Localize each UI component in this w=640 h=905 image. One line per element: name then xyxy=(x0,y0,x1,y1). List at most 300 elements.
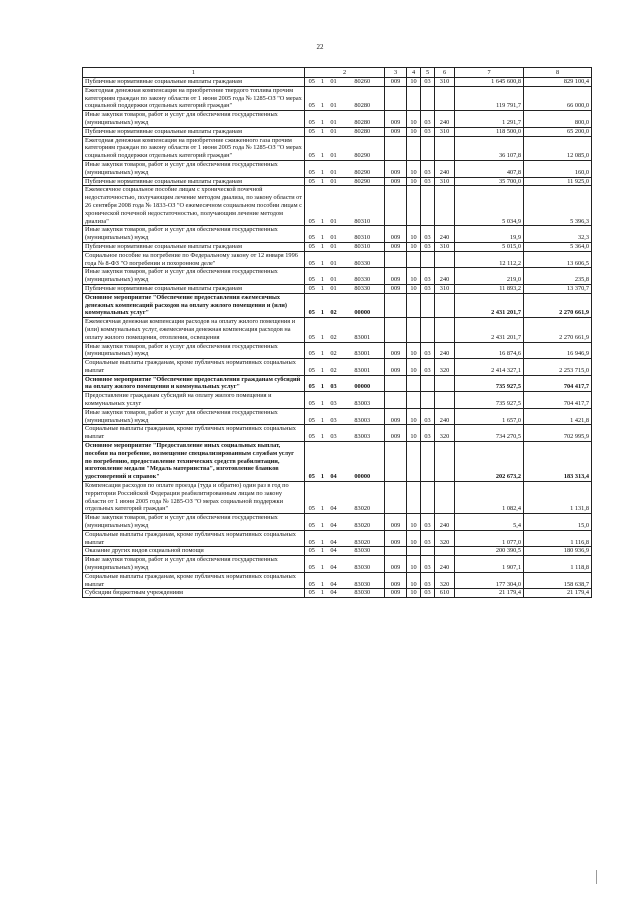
row-f-cell: 10 xyxy=(407,556,421,573)
header-cell: 4 xyxy=(407,68,421,78)
row-g-cell: 03 xyxy=(421,572,435,589)
row-v1-cell: 202 673,2 xyxy=(455,442,524,482)
row-v1-cell: 1 657,0 xyxy=(455,408,524,425)
row-v2-cell: 13 370,7 xyxy=(524,284,592,293)
row-name-cell: Оказание других видов социальной помощи xyxy=(83,547,305,556)
row-c-cell: 04 xyxy=(327,514,341,531)
row-d-cell: 80310 xyxy=(341,242,385,251)
row-b-cell: 1 xyxy=(319,111,327,128)
row-d-cell: 83020 xyxy=(341,530,385,547)
row-c-cell: 03 xyxy=(327,425,341,442)
row-e-cell: 009 xyxy=(385,160,407,177)
row-e-cell xyxy=(385,318,407,342)
row-d-cell: 80330 xyxy=(341,251,385,268)
row-c-cell: 01 xyxy=(327,111,341,128)
row-d-cell: 83003 xyxy=(341,408,385,425)
row-c-cell: 01 xyxy=(327,242,341,251)
header-cell: 2 xyxy=(305,68,385,78)
row-b-cell: 1 xyxy=(319,589,327,598)
row-v2-cell: 66 000,0 xyxy=(524,86,592,110)
row-v1-cell: 734 270,5 xyxy=(455,425,524,442)
row-b-cell: 1 xyxy=(319,251,327,268)
row-name-cell: Иные закупки товаров, работ и услуг для обеспечения государственных (муниципальных) нужд xyxy=(83,556,305,573)
row-v2-cell: 16 946,9 xyxy=(524,342,592,359)
row-v2-cell: 235,8 xyxy=(524,268,592,285)
row-v1-cell: 119 791,7 xyxy=(455,86,524,110)
row-v2-cell: 1 131,8 xyxy=(524,482,592,514)
row-f-cell xyxy=(407,86,421,110)
row-a-cell: 05 xyxy=(305,514,319,531)
row-name-cell: Иные закупки товаров, работ и услуг для обеспечения государственных (муниципальных) нужд xyxy=(83,226,305,243)
row-v2-cell: 1 116,8 xyxy=(524,530,592,547)
row-e-cell: 009 xyxy=(385,242,407,251)
row-v1-cell: 36 107,8 xyxy=(455,136,524,160)
row-a-cell: 05 xyxy=(305,293,319,317)
row-e-cell xyxy=(385,186,407,226)
row-a-cell: 05 xyxy=(305,556,319,573)
row-e-cell xyxy=(385,442,407,482)
row-v1-cell: 5,4 xyxy=(455,514,524,531)
row-b-cell: 1 xyxy=(319,392,327,409)
row-v1-cell: 1 077,0 xyxy=(455,530,524,547)
row-h-cell: 320 xyxy=(435,425,455,442)
row-e-cell: 009 xyxy=(385,589,407,598)
row-g-cell: 03 xyxy=(421,284,435,293)
row-g-cell: 03 xyxy=(421,160,435,177)
row-h-cell: 320 xyxy=(435,359,455,376)
header-cell: 6 xyxy=(435,68,455,78)
row-a-cell: 05 xyxy=(305,136,319,160)
row-g-cell: 03 xyxy=(421,514,435,531)
row-a-cell: 05 xyxy=(305,342,319,359)
row-b-cell: 1 xyxy=(319,530,327,547)
row-v2-cell: 11 925,0 xyxy=(524,177,592,186)
table-row xyxy=(83,177,592,186)
row-e-cell xyxy=(385,86,407,110)
row-d-cell: 80290 xyxy=(341,177,385,186)
row-b-cell: 1 xyxy=(319,177,327,186)
row-e-cell: 009 xyxy=(385,78,407,87)
row-d-cell: 83003 xyxy=(341,425,385,442)
row-g-cell: 03 xyxy=(421,127,435,136)
row-d-cell: 83030 xyxy=(341,547,385,556)
row-name-cell: Субсидии бюджетным учреждениям xyxy=(83,589,305,598)
row-b-cell: 1 xyxy=(319,482,327,514)
row-b-cell: 1 xyxy=(319,136,327,160)
row-v1-cell: 19,9 xyxy=(455,226,524,243)
row-h-cell: 310 xyxy=(435,242,455,251)
row-a-cell: 05 xyxy=(305,86,319,110)
row-v1-cell: 735 927,5 xyxy=(455,375,524,392)
row-h-cell: 310 xyxy=(435,127,455,136)
row-a-cell: 05 xyxy=(305,177,319,186)
scan-mark xyxy=(596,870,597,884)
row-a-cell: 05 xyxy=(305,242,319,251)
row-v2-cell: 158 638,7 xyxy=(524,572,592,589)
row-e-cell: 009 xyxy=(385,127,407,136)
table-row xyxy=(83,160,592,177)
row-e-cell: 009 xyxy=(385,342,407,359)
table-row xyxy=(83,442,592,482)
row-v1-cell: 177 304,0 xyxy=(455,572,524,589)
row-h-cell xyxy=(435,136,455,160)
row-f-cell: 10 xyxy=(407,177,421,186)
row-e-cell xyxy=(385,375,407,392)
row-a-cell: 05 xyxy=(305,408,319,425)
row-g-cell: 03 xyxy=(421,111,435,128)
row-name-cell: Предоставление гражданам субсидий на оплату жилого помещения и коммунальных услуг xyxy=(83,392,305,409)
header-cell: 1 xyxy=(83,68,305,78)
row-name-cell: Ежемесячная денежная компенсация расходов на оплату жилого помещения и (или) коммунальных услуг, ежемесячная денежная компенсация расходов на оплату жилого помещения, отопления, освещения xyxy=(83,318,305,342)
row-g-cell: 03 xyxy=(421,359,435,376)
table-row xyxy=(83,425,592,442)
row-h-cell: 320 xyxy=(435,572,455,589)
row-f-cell xyxy=(407,482,421,514)
row-v1-cell: 5 015,0 xyxy=(455,242,524,251)
row-d-cell: 80290 xyxy=(341,136,385,160)
row-e-cell xyxy=(385,293,407,317)
row-g-cell xyxy=(421,186,435,226)
table-row xyxy=(83,482,592,514)
row-g-cell xyxy=(421,293,435,317)
row-d-cell: 80290 xyxy=(341,160,385,177)
row-b-cell: 1 xyxy=(319,556,327,573)
row-h-cell: 240 xyxy=(435,514,455,531)
row-c-cell: 04 xyxy=(327,482,341,514)
row-v1-cell: 118 500,0 xyxy=(455,127,524,136)
row-f-cell: 10 xyxy=(407,127,421,136)
row-name-cell: Иные закупки товаров, работ и услуг для обеспечения государственных (муниципальных) нужд xyxy=(83,342,305,359)
row-name-cell: Ежегодная денежная компенсация на приобретение сжиженного газа прочим категориям граждан по закону области от 1 июня 2005 года № 1285-ОЗ "О мерах социальной поддержки отдельных категорий граждан" xyxy=(83,136,305,160)
row-f-cell: 10 xyxy=(407,359,421,376)
row-name-cell: Публичные нормативные социальные выплаты гражданам xyxy=(83,78,305,87)
row-v1-cell: 219,0 xyxy=(455,268,524,285)
row-e-cell: 009 xyxy=(385,572,407,589)
row-h-cell xyxy=(435,547,455,556)
row-b-cell: 1 xyxy=(319,186,327,226)
table-row xyxy=(83,530,592,547)
row-h-cell xyxy=(435,482,455,514)
row-name-cell: Основное мероприятие "Обеспечение предоставления гражданам субсидий на оплату жилого помещения и коммунальных услуг" xyxy=(83,375,305,392)
row-c-cell: 01 xyxy=(327,136,341,160)
row-v2-cell: 1 118,8 xyxy=(524,556,592,573)
row-f-cell: 10 xyxy=(407,111,421,128)
row-name-cell: Публичные нормативные социальные выплаты гражданам xyxy=(83,177,305,186)
row-f-cell: 10 xyxy=(407,408,421,425)
row-b-cell: 1 xyxy=(319,408,327,425)
row-f-cell: 10 xyxy=(407,226,421,243)
row-v2-cell: 160,0 xyxy=(524,160,592,177)
row-b-cell: 1 xyxy=(319,78,327,87)
row-v2-cell: 2 253 715,0 xyxy=(524,359,592,376)
row-g-cell: 03 xyxy=(421,268,435,285)
table-row xyxy=(83,318,592,342)
row-d-cell: 80310 xyxy=(341,226,385,243)
row-e-cell: 009 xyxy=(385,359,407,376)
row-f-cell xyxy=(407,293,421,317)
row-b-cell: 1 xyxy=(319,514,327,531)
row-a-cell: 05 xyxy=(305,572,319,589)
row-b-cell: 1 xyxy=(319,572,327,589)
row-v1-cell: 1 907,1 xyxy=(455,556,524,573)
row-e-cell xyxy=(385,136,407,160)
row-b-cell: 1 xyxy=(319,293,327,317)
header-cell: 3 xyxy=(385,68,407,78)
row-d-cell: 80330 xyxy=(341,284,385,293)
row-h-cell: 240 xyxy=(435,342,455,359)
row-v2-cell: 2 270 661,9 xyxy=(524,293,592,317)
table-row xyxy=(83,86,592,110)
row-e-cell: 009 xyxy=(385,514,407,531)
row-c-cell: 01 xyxy=(327,268,341,285)
row-c-cell: 01 xyxy=(327,251,341,268)
row-f-cell: 10 xyxy=(407,284,421,293)
row-a-cell: 05 xyxy=(305,186,319,226)
row-f-cell: 10 xyxy=(407,242,421,251)
row-name-cell: Компенсация расходов по оплате проезда (туда и обратно) один раз в год по территории Российской Федерации реабилитированным лицам по закону области от 1 июня 2005 года № 1285-ОЗ "О мерах социальной поддержки отдельных категорий граждан" xyxy=(83,482,305,514)
row-g-cell xyxy=(421,547,435,556)
row-f-cell xyxy=(407,375,421,392)
table-row xyxy=(83,547,592,556)
row-e-cell: 009 xyxy=(385,556,407,573)
row-f-cell xyxy=(407,318,421,342)
row-f-cell xyxy=(407,392,421,409)
row-name-cell: Иные закупки товаров, работ и услуг для обеспечения государственных (муниципальных) нужд xyxy=(83,111,305,128)
row-g-cell: 03 xyxy=(421,425,435,442)
row-c-cell: 02 xyxy=(327,342,341,359)
row-name-cell: Основное мероприятие "Обеспечение предоставления ежемесячных денежных компенсаций расходов на оплату жилого помещения и (или) коммунальных услуг" xyxy=(83,293,305,317)
row-name-cell: Иные закупки товаров, работ и услуг для обеспечения государственных (муниципальных) нужд xyxy=(83,160,305,177)
row-b-cell: 1 xyxy=(319,442,327,482)
row-v1-cell: 1 291,7 xyxy=(455,111,524,128)
row-e-cell xyxy=(385,392,407,409)
row-name-cell: Социальное пособие на погребение по Федеральному закону от 12 января 1996 года № 8-ФЗ "О погребении и похоронном деле" xyxy=(83,251,305,268)
row-c-cell: 02 xyxy=(327,359,341,376)
row-g-cell xyxy=(421,482,435,514)
row-d-cell: 80280 xyxy=(341,86,385,110)
table-row xyxy=(83,186,592,226)
row-v2-cell: 183 313,4 xyxy=(524,442,592,482)
row-h-cell xyxy=(435,442,455,482)
row-v1-cell: 5 034,9 xyxy=(455,186,524,226)
row-b-cell: 1 xyxy=(319,86,327,110)
table-row xyxy=(83,127,592,136)
row-f-cell: 10 xyxy=(407,268,421,285)
row-v1-cell: 407,8 xyxy=(455,160,524,177)
row-g-cell: 03 xyxy=(421,177,435,186)
row-f-cell: 10 xyxy=(407,342,421,359)
row-v2-cell: 704 417,7 xyxy=(524,392,592,409)
row-a-cell: 05 xyxy=(305,359,319,376)
row-g-cell: 03 xyxy=(421,242,435,251)
table-body xyxy=(83,68,592,598)
row-h-cell xyxy=(435,186,455,226)
row-f-cell: 10 xyxy=(407,425,421,442)
row-h-cell: 240 xyxy=(435,556,455,573)
row-v2-cell: 5 364,0 xyxy=(524,242,592,251)
row-v1-cell: 11 893,2 xyxy=(455,284,524,293)
row-b-cell: 1 xyxy=(319,342,327,359)
row-g-cell xyxy=(421,86,435,110)
row-h-cell: 610 xyxy=(435,589,455,598)
table-row xyxy=(83,293,592,317)
row-v2-cell: 65 200,0 xyxy=(524,127,592,136)
row-e-cell: 009 xyxy=(385,177,407,186)
row-c-cell: 01 xyxy=(327,284,341,293)
row-a-cell: 05 xyxy=(305,425,319,442)
row-v1-cell: 200 390,5 xyxy=(455,547,524,556)
row-b-cell: 1 xyxy=(319,242,327,251)
row-h-cell: 240 xyxy=(435,160,455,177)
row-v2-cell: 5 396,3 xyxy=(524,186,592,226)
row-h-cell xyxy=(435,251,455,268)
row-g-cell: 03 xyxy=(421,342,435,359)
row-b-cell: 1 xyxy=(319,375,327,392)
row-a-cell: 05 xyxy=(305,160,319,177)
row-name-cell: Публичные нормативные социальные выплаты гражданам xyxy=(83,127,305,136)
table-row xyxy=(83,268,592,285)
row-e-cell: 009 xyxy=(385,268,407,285)
row-d-cell: 80330 xyxy=(341,268,385,285)
row-name-cell: Публичные нормативные социальные выплаты гражданам xyxy=(83,284,305,293)
row-f-cell: 10 xyxy=(407,530,421,547)
row-a-cell: 05 xyxy=(305,251,319,268)
row-b-cell: 1 xyxy=(319,226,327,243)
header-row xyxy=(83,68,592,78)
row-e-cell: 009 xyxy=(385,408,407,425)
row-v2-cell: 12 085,0 xyxy=(524,136,592,160)
row-v2-cell: 13 606,5 xyxy=(524,251,592,268)
row-g-cell xyxy=(421,442,435,482)
row-f-cell xyxy=(407,251,421,268)
row-h-cell xyxy=(435,86,455,110)
row-g-cell: 03 xyxy=(421,556,435,573)
row-b-cell: 1 xyxy=(319,160,327,177)
row-name-cell: Основное мероприятие "Предоставление иных социальных выплат, пособия на погребение, возмещение специализированным службам услуг по погребению, предоставление технических средств реабилитации, изготовление медали "Медаль материнства", изготовление бланков удостоверений и справок" xyxy=(83,442,305,482)
row-d-cell: 83003 xyxy=(341,392,385,409)
row-v2-cell: 1 421,8 xyxy=(524,408,592,425)
row-d-cell: 80280 xyxy=(341,127,385,136)
row-g-cell: 03 xyxy=(421,530,435,547)
row-h-cell xyxy=(435,318,455,342)
row-f-cell xyxy=(407,547,421,556)
row-name-cell: Ежемесячное социальное пособие лицам с хронической почечной недостаточностью, получающим лечение методом диализа, по закону области от 26 сентября 2008 года № 1833-ОЗ "О ежемесячном социальном пособии лицам с хронической почечной недостаточностью, получающим лечение методом диализа" xyxy=(83,186,305,226)
row-f-cell: 10 xyxy=(407,78,421,87)
row-d-cell: 83001 xyxy=(341,318,385,342)
row-g-cell: 03 xyxy=(421,226,435,243)
table-row xyxy=(83,514,592,531)
row-a-cell: 05 xyxy=(305,482,319,514)
row-g-cell xyxy=(421,375,435,392)
row-b-cell: 1 xyxy=(319,547,327,556)
row-f-cell: 10 xyxy=(407,589,421,598)
row-name-cell: Социальные выплаты гражданам, кроме публичных нормативных социальных выплат xyxy=(83,425,305,442)
row-c-cell: 01 xyxy=(327,127,341,136)
row-e-cell: 009 xyxy=(385,425,407,442)
row-g-cell: 03 xyxy=(421,408,435,425)
row-c-cell: 02 xyxy=(327,318,341,342)
table-row xyxy=(83,111,592,128)
row-b-cell: 1 xyxy=(319,318,327,342)
row-v1-cell: 21 179,4 xyxy=(455,589,524,598)
row-h-cell: 320 xyxy=(435,530,455,547)
row-name-cell: Иные закупки товаров, работ и услуг для обеспечения государственных (муниципальных) нужд xyxy=(83,268,305,285)
row-g-cell xyxy=(421,392,435,409)
table-row xyxy=(83,284,592,293)
row-d-cell: 83001 xyxy=(341,342,385,359)
header-cell: 7 xyxy=(455,68,524,78)
row-d-cell: 83001 xyxy=(341,359,385,376)
row-c-cell: 01 xyxy=(327,160,341,177)
row-a-cell: 05 xyxy=(305,318,319,342)
table-row xyxy=(83,589,592,598)
row-a-cell: 05 xyxy=(305,78,319,87)
row-v1-cell: 1 082,4 xyxy=(455,482,524,514)
row-v2-cell: 702 995,9 xyxy=(524,425,592,442)
row-h-cell: 240 xyxy=(435,408,455,425)
row-c-cell: 01 xyxy=(327,186,341,226)
row-c-cell: 03 xyxy=(327,408,341,425)
row-e-cell xyxy=(385,482,407,514)
row-g-cell xyxy=(421,136,435,160)
row-b-cell: 1 xyxy=(319,268,327,285)
row-b-cell: 1 xyxy=(319,127,327,136)
row-a-cell: 05 xyxy=(305,392,319,409)
row-a-cell: 05 xyxy=(305,111,319,128)
row-a-cell: 05 xyxy=(305,375,319,392)
row-v1-cell: 2 431 201,7 xyxy=(455,293,524,317)
table-row xyxy=(83,359,592,376)
row-b-cell: 1 xyxy=(319,425,327,442)
budget-table xyxy=(82,67,592,598)
row-v1-cell: 16 874,6 xyxy=(455,342,524,359)
row-name-cell: Иные закупки товаров, работ и услуг для обеспечения государственных (муниципальных) нужд xyxy=(83,514,305,531)
row-e-cell: 009 xyxy=(385,111,407,128)
row-c-cell: 04 xyxy=(327,547,341,556)
row-c-cell: 04 xyxy=(327,572,341,589)
row-b-cell: 1 xyxy=(319,284,327,293)
row-e-cell xyxy=(385,547,407,556)
row-a-cell: 05 xyxy=(305,226,319,243)
row-name-cell: Иные закупки товаров, работ и услуг для обеспечения государственных (муниципальных) нужд xyxy=(83,408,305,425)
row-d-cell: 83030 xyxy=(341,589,385,598)
row-e-cell xyxy=(385,251,407,268)
row-name-cell: Социальные выплаты гражданам, кроме публичных нормативных социальных выплат xyxy=(83,572,305,589)
table-row xyxy=(83,242,592,251)
row-d-cell: 00000 xyxy=(341,375,385,392)
row-c-cell: 04 xyxy=(327,556,341,573)
row-c-cell: 03 xyxy=(327,375,341,392)
table-row xyxy=(83,136,592,160)
row-v1-cell: 1 645 600,8 xyxy=(455,78,524,87)
row-name-cell: Социальные выплаты гражданам, кроме публичных нормативных социальных выплат xyxy=(83,530,305,547)
row-c-cell: 01 xyxy=(327,226,341,243)
row-h-cell xyxy=(435,392,455,409)
row-a-cell: 05 xyxy=(305,268,319,285)
row-c-cell: 03 xyxy=(327,392,341,409)
row-b-cell: 1 xyxy=(319,359,327,376)
row-a-cell: 05 xyxy=(305,547,319,556)
page-number: 22 xyxy=(316,43,324,51)
row-d-cell: 00000 xyxy=(341,293,385,317)
row-h-cell xyxy=(435,293,455,317)
row-h-cell: 310 xyxy=(435,177,455,186)
row-v2-cell: 704 417,7 xyxy=(524,375,592,392)
row-v2-cell: 21 179,4 xyxy=(524,589,592,598)
row-v2-cell: 829 100,4 xyxy=(524,78,592,87)
header-cell: 8 xyxy=(524,68,592,78)
row-v1-cell: 35 700,0 xyxy=(455,177,524,186)
